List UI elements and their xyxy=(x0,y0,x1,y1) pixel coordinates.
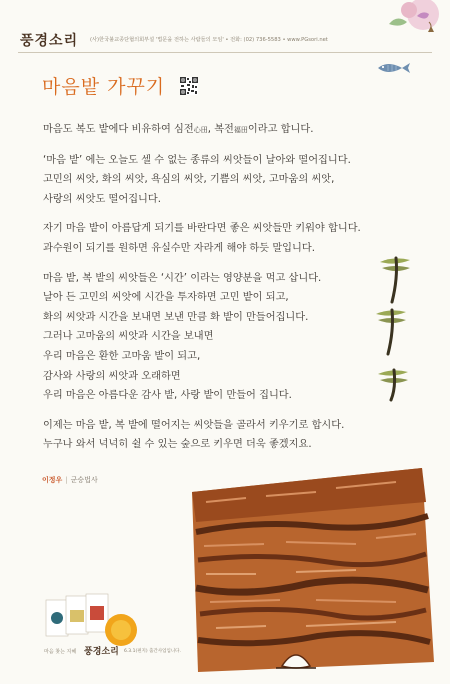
footer-info: 6.3.1(편지) 출간사업입니다. xyxy=(124,649,181,654)
footer-logo: 풍경소리 xyxy=(84,647,119,657)
text-line: 감사와 사랑의 씨앗과 오래하면 xyxy=(43,370,181,382)
flower-ornament-icon xyxy=(381,0,445,40)
footer-tagline: 마음 찾는 지혜 xyxy=(44,649,77,655)
text-line: 그러나 고마움의 씨앗과 시간을 보내면 xyxy=(43,331,214,343)
fish-icon xyxy=(374,60,412,76)
tree-bark-illustration xyxy=(186,462,438,674)
text-line: 고민의 씨앗, 화의 씨앗, 욕심의 씨앗, 기쁨의 씨앗, 고마움의 씨앗, xyxy=(43,174,335,186)
author-separator: | xyxy=(65,476,68,484)
text-line: 누구나 와서 넉넉히 쉴 수 있는 숲으로 키우면 더욱 좋겠지요. xyxy=(43,439,312,451)
text-line: 자기 마음 밭이 아름답게 되기를 바란다면 좋은 씨앗들만 키워야 합니다. xyxy=(43,223,361,235)
paragraph-2 xyxy=(43,151,388,210)
author-credit xyxy=(42,475,98,485)
text-line: 사랑의 씨앗도 떨어집니다. xyxy=(43,193,161,205)
header-logo: 풍경소리 xyxy=(20,33,79,49)
paragraph-3 xyxy=(43,219,388,258)
paragraph-4 xyxy=(43,269,388,406)
text-line: 우리 마음은 아름다운 감사 밭, 사랑 밭이 만들어 집니다. xyxy=(43,390,292,402)
dragonfly-icon xyxy=(376,252,416,304)
text-line: 날아 든 고민의 씨앗에 시간을 투자하면 고민 밭이 되고, xyxy=(43,292,289,304)
paragraph-5 xyxy=(43,416,388,455)
header-divider xyxy=(18,52,432,53)
text-line: ‘마음 밭’ 에는 오늘도 셀 수 없는 종류의 씨앗들이 날아와 떨어집니다. xyxy=(43,154,351,166)
dragonfly-icon xyxy=(374,364,414,416)
hanja-annotation: 心田 xyxy=(193,126,208,134)
text-line: 과수원이 되기를 원하면 유실수만 자라게 해야 하듯 말입니다. xyxy=(43,242,315,254)
text-line: 이제는 마음 밭, 복 밭에 떨어지는 씨앗들을 골라서 키우기로 합시다. xyxy=(43,419,345,431)
body-text xyxy=(43,120,388,465)
page-title: 마음밭 가꾸기 xyxy=(42,76,166,98)
text-line: 우리 마음은 환한 고마움 밭이 되고, xyxy=(43,350,201,362)
text-line: 화의 씨앗과 시간을 보내면 보낸 만큼 화 밭이 만들어집니다. xyxy=(43,311,309,323)
text-line: 마음도 복도 밭에다 비유하여 심전心田, 복전福田이라고 합니다. xyxy=(43,124,314,135)
qr-code-icon xyxy=(180,77,198,95)
hanja-annotation: 福田 xyxy=(233,126,248,134)
author-name: 이정우 xyxy=(42,476,63,484)
header-info: (사)한국불교종단협의회부설 '법문을 전하는 사람들의 모임' • 전화: (02) 736-5583 • www.PGsori.net xyxy=(90,37,328,43)
sun-emblem-icon xyxy=(103,612,139,648)
text-line: 마음 밭, 복 밭의 씨앗들은 ‘시간’ 이라는 영양분을 먹고 삽니다. xyxy=(43,272,322,284)
author-role: 군승법사 xyxy=(70,476,98,484)
dragonfly-icon xyxy=(372,304,412,356)
paragraph-1 xyxy=(43,120,388,141)
